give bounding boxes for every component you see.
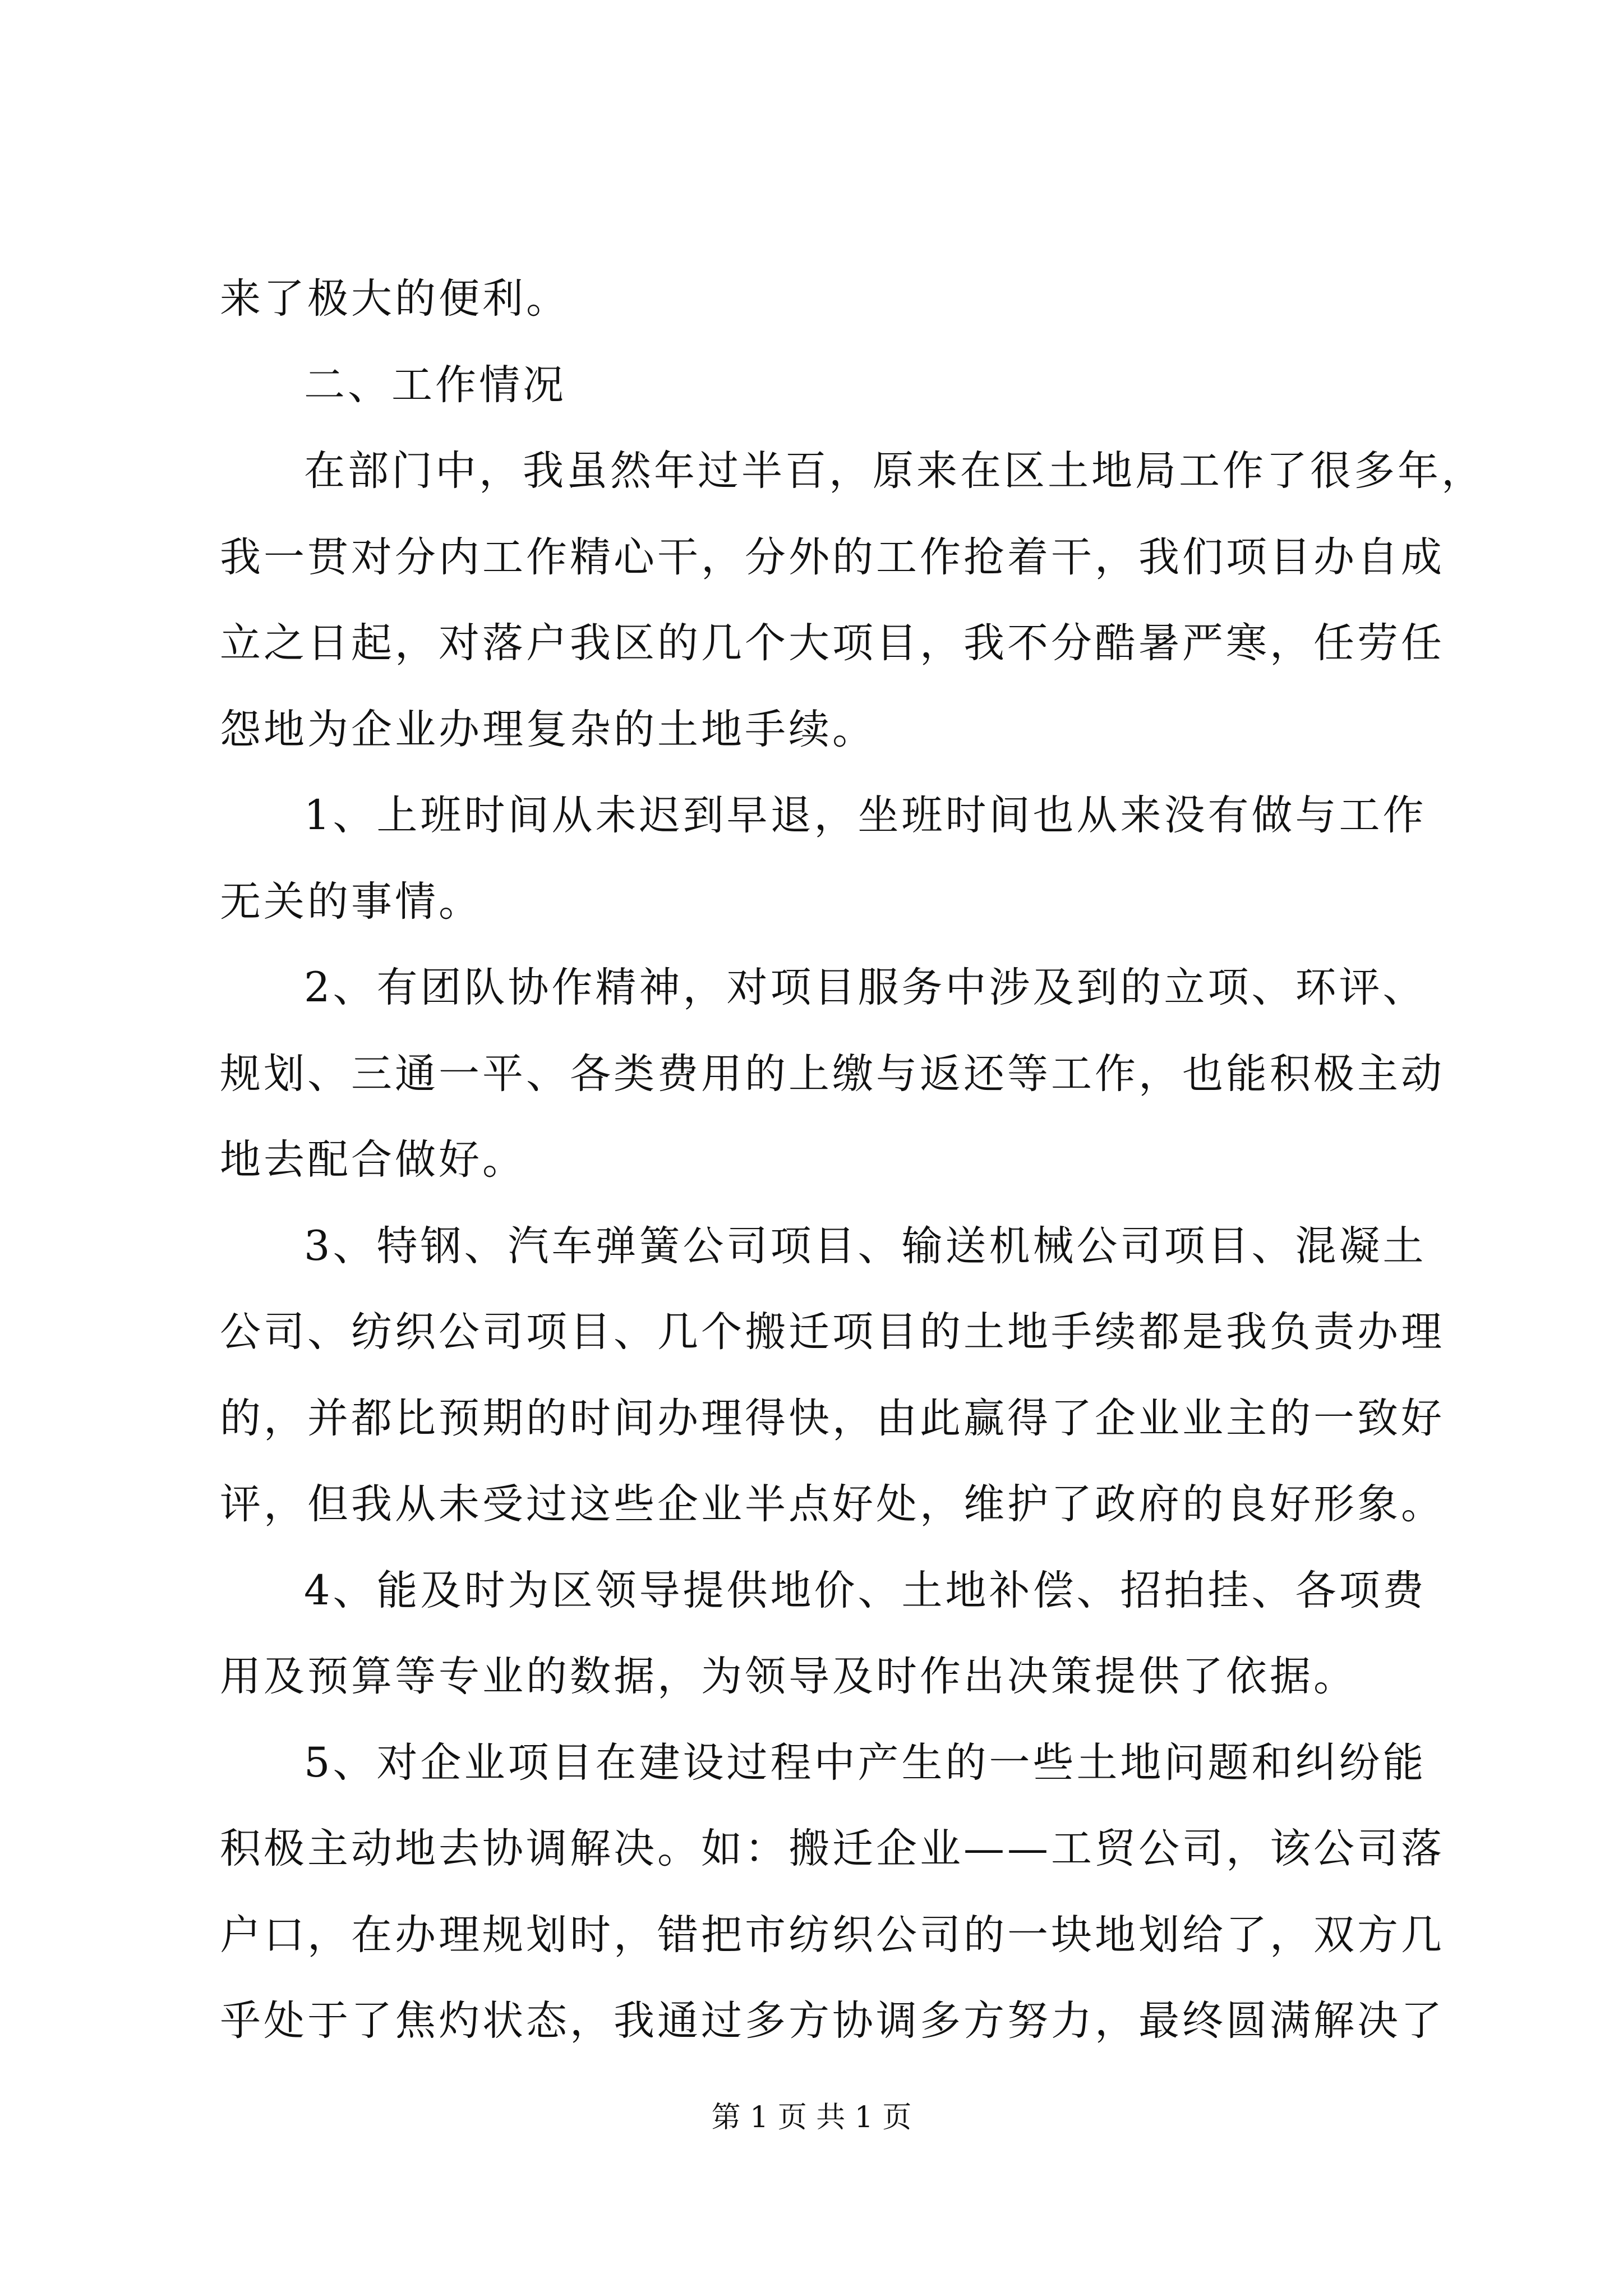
list-item-2-line: 2、有团队协作精神，对项目服务中涉及到的立项、环评、 [304,964,1427,1011]
text-line: 公司、纺织公司项目、几个搬迁项目的土地手续都是我负责办理 [220,1308,1445,1356]
text-line: 地去配合做好。 [220,1136,526,1184]
text-line: 积极主动地去协调解决。如：搬迁企业——工贸公司，该公司落 [220,1825,1445,1872]
document-body [220,256,1485,2064]
list-item-4-line: 4、能及时为区领导提供地价、土地补偿、招拍挂、各项费 [304,1566,1427,1614]
text-line: 用及预算等专业的数据，为领导及时作出决策提供了依据。 [220,1653,1357,1700]
text-line: 评，但我从未受过这些企业半点好处，维护了政府的良好形象。 [220,1480,1445,1528]
text-line: 户口，在办理规划时，错把市纺织公司的一块地划给了，双方几 [220,1911,1445,1959]
list-item-5-line: 5、对企业项目在建设过程中产生的一些土地问题和纠纷能 [304,1738,1427,1787]
text-line: 乎处于了焦灼状态，我通过多方协调多方努力，最终圆满解决了 [220,1997,1445,2045]
list-item-1-line: 1、上班时间从未迟到早退，坐班时间也从来没有做与工作 [304,792,1427,839]
text-line: 怨地为企业办理复杂的土地手续。 [220,705,876,753]
page-footer: 第 1 页 共 1 页 [711,2101,912,2134]
text-line: 我一贯对分内工作精心干，分外的工作抢着干，我们项目办自成 [220,533,1445,581]
section-heading: 二、工作情况 [304,361,566,409]
text-line: 无关的事情。 [220,877,482,926]
text-line: 来了极大的便利。 [220,275,570,323]
text-line: 规划、三通一平、各类费用的上缴与返还等工作，也能积极主动 [220,1050,1445,1098]
text-line: 在部门中，我虽然年过半百，原来在区土地局工作了很多年， [304,447,1485,495]
text-line: 立之日起，对落户我区的几个大项目，我不分酷暑严寒，任劳任 [220,619,1445,667]
list-item-3-line: 3、特钢、汽车弹簧公司项目、输送机械公司项目、混凝土 [304,1222,1427,1270]
text-line: 的，并都比预期的时间办理得快，由此赢得了企业业主的一致好 [220,1394,1445,1442]
